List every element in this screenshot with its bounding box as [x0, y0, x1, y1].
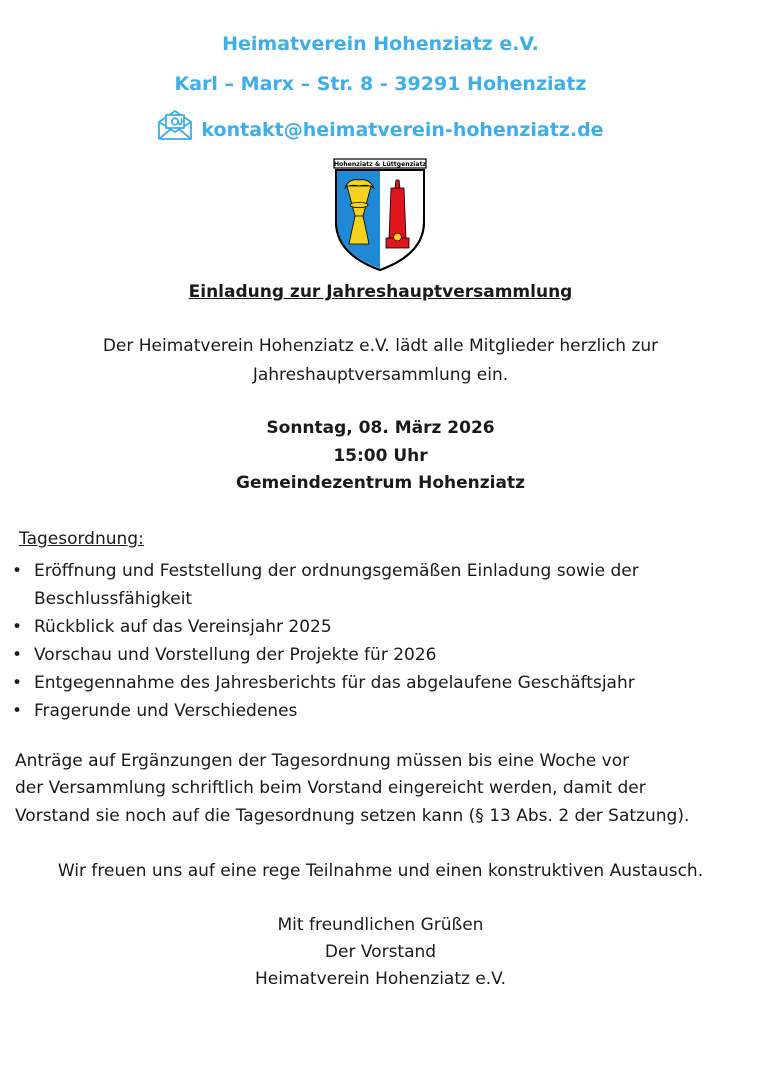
list-item: • Rückblick auf das Vereinsjahr 2025: [0, 613, 740, 641]
meeting-time: 15:00 Uhr: [333, 446, 428, 466]
invitation-heading: Einladung zur Jahreshauptversammlung: [188, 282, 573, 302]
thanks-line: Wir freuen uns auf eine rege Teilnahme und einen konstruktiven Austausch.: [57, 861, 704, 881]
note-line: Vorstand sie noch auf die Tagesordnung setzen kann (§ 13 Abs. 2 der Satzung).: [15, 806, 690, 826]
org-address: Karl – Marx – Str. 8 - 39291 Hohenziatz: [174, 73, 587, 95]
envelope-at-icon: [157, 109, 193, 146]
coat-banner-text: Hohenziatz & Lüttgenziatz: [333, 161, 427, 169]
agenda-title: Tagesordnung:: [19, 529, 144, 549]
closing-line: Heimatverein Hohenziatz e.V.: [254, 969, 507, 989]
agenda-list: [0, 557, 740, 725]
email-link[interactable]: kontakt@heimatverein-hohenziatz.de: [201, 119, 604, 141]
list-item: • Eröffnung und Feststellung der ordnungsgemäßen Einladung sowie der Beschlussfähigkeit: [0, 557, 740, 613]
closing-line: Mit freundlichen Grüßen: [277, 915, 484, 935]
note-line: der Versammlung schriftlich beim Vorstand eingereicht werden, damit der: [15, 778, 646, 798]
intro-line: Der Heimatverein Hohenziatz e.V. lädt alle Mitglieder herzlich zur: [102, 336, 659, 356]
list-item: • Vorschau und Vorstellung der Projekte für 2026: [0, 641, 740, 669]
meeting-venue: Gemeindezentrum Hohenziatz: [236, 473, 525, 493]
coat-of-arms-icon: [333, 158, 427, 276]
org-name: Heimatverein Hohenziatz e.V.: [222, 33, 539, 55]
email-row: [0, 112, 761, 149]
meeting-date: Sonntag, 08. März 2026: [266, 418, 495, 438]
note-line: Anträge auf Ergänzungen der Tagesordnung müssen bis eine Woche vor: [15, 751, 630, 771]
list-item: • Fragerunde und Verschiedenes: [0, 697, 740, 725]
closing-line: Der Vorstand: [324, 942, 437, 962]
intro-line: Jahreshauptversammlung ein.: [252, 365, 509, 385]
list-item: • Entgegennahme des Jahresberichts für das abgelaufene Geschäftsjahr: [0, 669, 740, 697]
